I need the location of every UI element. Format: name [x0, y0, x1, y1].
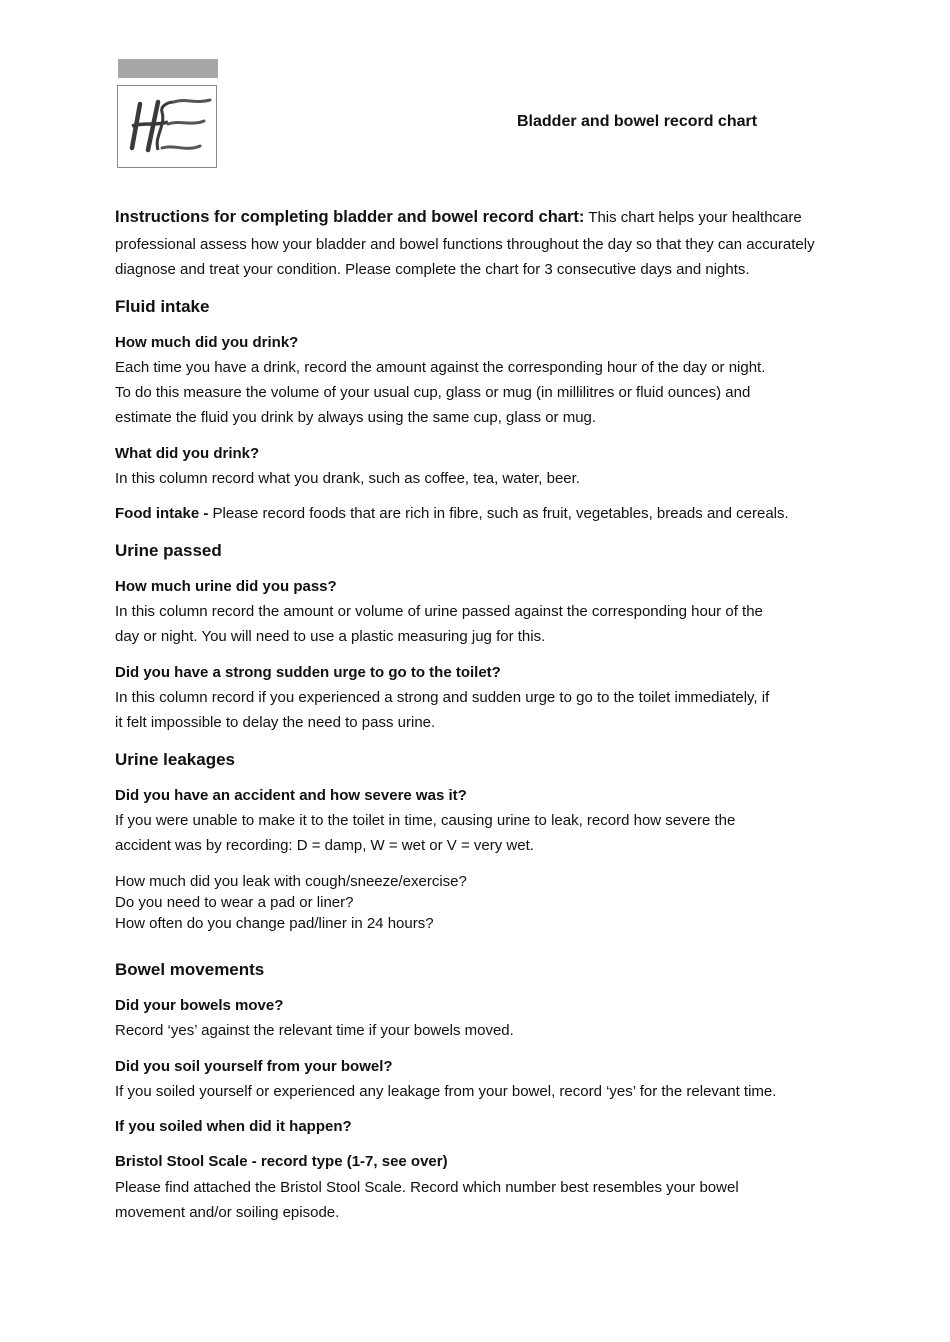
logo-bar [118, 59, 218, 78]
food-label: Food intake - [115, 505, 209, 522]
fluid-q1-line2: To do this measure the volume of your usual cup, glass or mug (in millilitres or fluid ounces) and [115, 384, 751, 401]
leakage-heading: Urine leakages [115, 750, 236, 769]
intro-lead: Instructions for completing bladder and bowel record chart: [115, 208, 585, 226]
intro-text-2: professional assess how your bladder and bowel functions throughout the day so that they can accurately [115, 236, 815, 253]
bowel-q1: Did your bowels move? [115, 997, 284, 1014]
leakage-q1: Did you have an accident and how severe was it? [115, 787, 467, 804]
bowel-q2-line1: If you soiled yourself or experienced any leakage from your bowel, record ‘yes’ for the relevant time. [115, 1083, 777, 1100]
fluid-q1: How much did you drink? [115, 334, 299, 351]
fluid-q1-line1: Each time you have a drink, record the amount against the corresponding hour of the day or night. [115, 359, 766, 376]
bowel-q2: Did you soil yourself from your bowel? [115, 1058, 393, 1075]
food-text: Please record foods that are rich in fibre, such as fruit, vegetables, breads and cereals. [212, 505, 789, 522]
urine-q2-line2: it felt impossible to delay the need to pass urine. [115, 714, 436, 731]
hse-logo [117, 85, 217, 168]
leakage-extra-2: Do you need to wear a pad or liner? [115, 894, 354, 911]
urine-q2: Did you have a strong sudden urge to go to the toilet? [115, 664, 501, 681]
leakage-extra-1: How much did you leak with cough/sneeze/exercise? [115, 873, 467, 890]
fluid-q2: What did you drink? [115, 445, 260, 462]
urine-q1-line2: day or night. You will need to use a plastic measuring jug for this. [115, 628, 546, 645]
document-title: Bladder and bowel record chart [517, 113, 758, 130]
urine-heading: Urine passed [115, 541, 222, 560]
intro-line-1 [115, 205, 802, 231]
leakage-q1-line1: If you were unable to make it to the toilet in time, causing urine to leak, record how severe the [115, 812, 736, 829]
fluid-q1-line3: estimate the fluid you drink by always using the same cup, glass or mug. [115, 409, 597, 426]
bowel-q1-line1: Record ‘yes’ against the relevant time if your bowels moved. [115, 1022, 514, 1039]
fluid-q2-line1: In this column record what you drank, such as coffee, tea, water, beer. [115, 470, 580, 487]
urine-q1: How much urine did you pass? [115, 578, 337, 595]
intro-text-3: diagnose and treat your condition. Please complete the chart for 3 consecutive days and nights. [115, 261, 750, 278]
food-intake [115, 501, 789, 527]
bowel-q4-line1: Please find attached the Bristol Stool Scale. Record which number best resembles your bowel [115, 1179, 739, 1196]
bowel-heading: Bowel movements [115, 960, 265, 979]
bowel-q4: Bristol Stool Scale - record type (1-7, see over) [115, 1153, 448, 1170]
intro-text-1: This chart helps your healthcare [588, 209, 802, 226]
leakage-extra-3: How often do you change pad/liner in 24 hours? [115, 915, 434, 932]
bowel-q4-line2: movement and/or soiling episode. [115, 1204, 340, 1221]
fluid-heading: Fluid intake [115, 297, 210, 316]
urine-q1-line1: In this column record the amount or volume of urine passed against the corresponding hour of the [115, 603, 763, 620]
leakage-q1-line2: accident was by recording: D = damp, W = wet or V = very wet. [115, 837, 534, 854]
urine-q2-line1: In this column record if you experienced a strong and sudden urge to go to the toilet immediately, if [115, 689, 770, 706]
bowel-q3: If you soiled when did it happen? [115, 1118, 352, 1135]
